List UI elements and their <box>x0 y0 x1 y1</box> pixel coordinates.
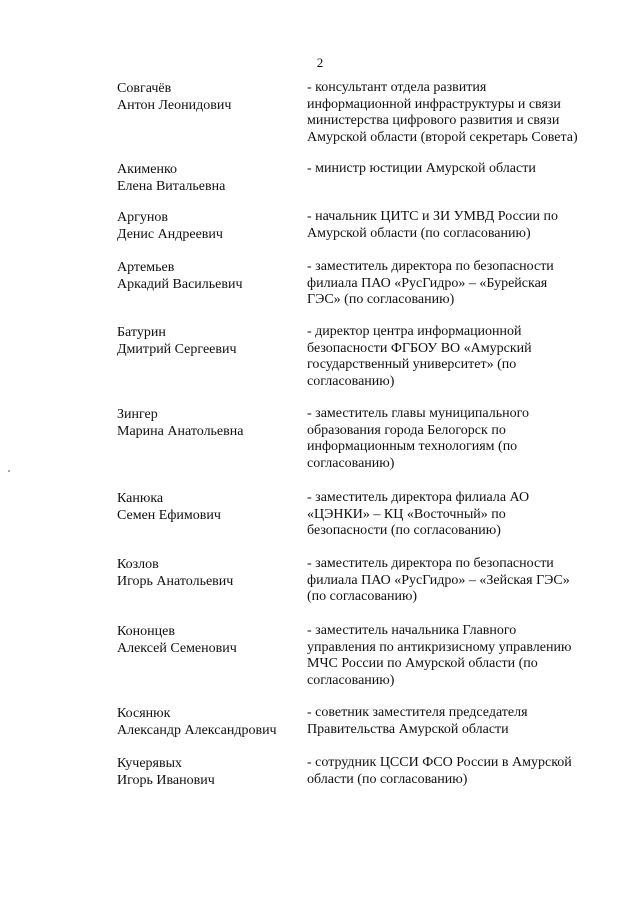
member-given-names: Елена Витальевна <box>117 179 226 194</box>
member-given-names: Александр Александрович <box>117 723 277 738</box>
member-name <box>117 406 297 440</box>
member-given-names: Антон Леонидович <box>117 98 232 113</box>
member-role <box>307 490 607 540</box>
member-name <box>117 161 297 195</box>
role-line: безопасности ФГБОУ ВО «Амурский <box>307 340 532 356</box>
member-surname: Косянюк <box>117 706 171 721</box>
role-line: образования города Белогорск по <box>307 422 506 438</box>
member-name <box>117 755 297 789</box>
member-given-names: Дмитрий Сергеевич <box>117 342 237 357</box>
member-given-names: Марина Анатольевна <box>117 424 244 439</box>
role-line: (по согласованию) <box>307 589 418 604</box>
role-line: - директор центра информационной <box>307 324 522 339</box>
member-role <box>307 324 607 390</box>
role-line: управления по антикризисному управлению <box>307 639 572 655</box>
member-surname: Кучерявых <box>117 756 182 771</box>
member-role <box>307 755 607 788</box>
member-surname: Акименко <box>117 162 178 177</box>
member-name <box>117 259 297 293</box>
member-surname: Зингер <box>117 407 158 422</box>
member-name <box>117 209 297 243</box>
member-name <box>117 324 297 358</box>
role-line: - заместитель директора по безопасности <box>307 556 554 571</box>
role-line: Амурской области (по согласованию) <box>307 225 531 241</box>
role-line: МЧС России по Амурской области (по <box>307 656 538 671</box>
member-role <box>307 705 607 738</box>
member-surname: Аргунов <box>117 210 168 225</box>
member-name <box>117 490 297 524</box>
role-line: согласованию) <box>307 455 395 471</box>
member-role <box>307 556 607 606</box>
member-role <box>307 80 607 146</box>
role-line: - консультант отдела развития <box>307 80 487 95</box>
role-line: согласованию) <box>307 373 395 389</box>
member-given-names: Денис Андреевич <box>117 227 223 242</box>
member-given-names: Игорь Анатольевич <box>117 574 234 589</box>
member-name <box>117 80 297 114</box>
role-line: государственный университет» (по <box>307 357 517 372</box>
member-name <box>117 623 297 657</box>
role-line: «ЦЭНКИ» – КЦ «Восточный» по <box>307 506 506 522</box>
member-surname: Козлов <box>117 557 159 572</box>
role-line: - заместитель директора по безопасности <box>307 259 554 274</box>
member-role <box>307 259 607 309</box>
member-surname: Канюка <box>117 491 164 506</box>
role-line: - министр юстиции Амурской области <box>307 161 536 176</box>
role-line: - начальник ЦИТС и ЗИ УМВД России по <box>307 209 558 224</box>
member-surname: Артемьев <box>117 260 175 275</box>
member-given-names: Игорь Иванович <box>117 773 215 788</box>
member-role <box>307 406 607 472</box>
member-given-names: Аркадий Васильевич <box>117 277 243 292</box>
member-role <box>307 623 607 689</box>
member-name <box>117 556 297 590</box>
role-line: - заместитель начальника Главного <box>307 623 517 638</box>
role-line: - советник заместителя председателя <box>307 705 528 720</box>
scan-speck <box>8 470 10 472</box>
role-line: министерства цифрового развития и связи <box>307 113 560 128</box>
member-given-names: Алексей Семенович <box>117 641 237 656</box>
member-name <box>117 705 297 739</box>
member-surname: Кононцев <box>117 624 175 639</box>
member-surname: Батурин <box>117 325 166 340</box>
role-line: - сотрудник ЦССИ ФСО России в Амурской <box>307 755 572 770</box>
role-line: согласованию) <box>307 672 395 688</box>
role-line: филиала ПАО «РусГидро» – «Бурейская <box>307 275 548 291</box>
role-line: филиала ПАО «РусГидро» – «Зейская ГЭС» <box>307 572 570 588</box>
role-line: информационным технологиям (по <box>307 439 518 454</box>
member-surname: Совгачёв <box>117 81 172 96</box>
role-line: - заместитель главы муниципального <box>307 406 530 421</box>
page-number: 2 <box>316 55 324 70</box>
role-line: Амурской области (второй секретарь Совета) <box>307 129 578 145</box>
role-line: ГЭС» (по согласованию) <box>307 292 455 307</box>
member-role <box>307 161 607 178</box>
role-line: области (по согласованию) <box>307 771 468 787</box>
member-role <box>307 209 607 242</box>
role-line: Правительства Амурской области <box>307 721 509 737</box>
role-line: безопасности (по согласованию) <box>307 523 501 538</box>
member-given-names: Семен Ефимович <box>117 508 221 523</box>
role-line: - заместитель директора филиала АО <box>307 490 530 505</box>
role-line: информационной инфраструктуры и связи <box>307 96 561 112</box>
